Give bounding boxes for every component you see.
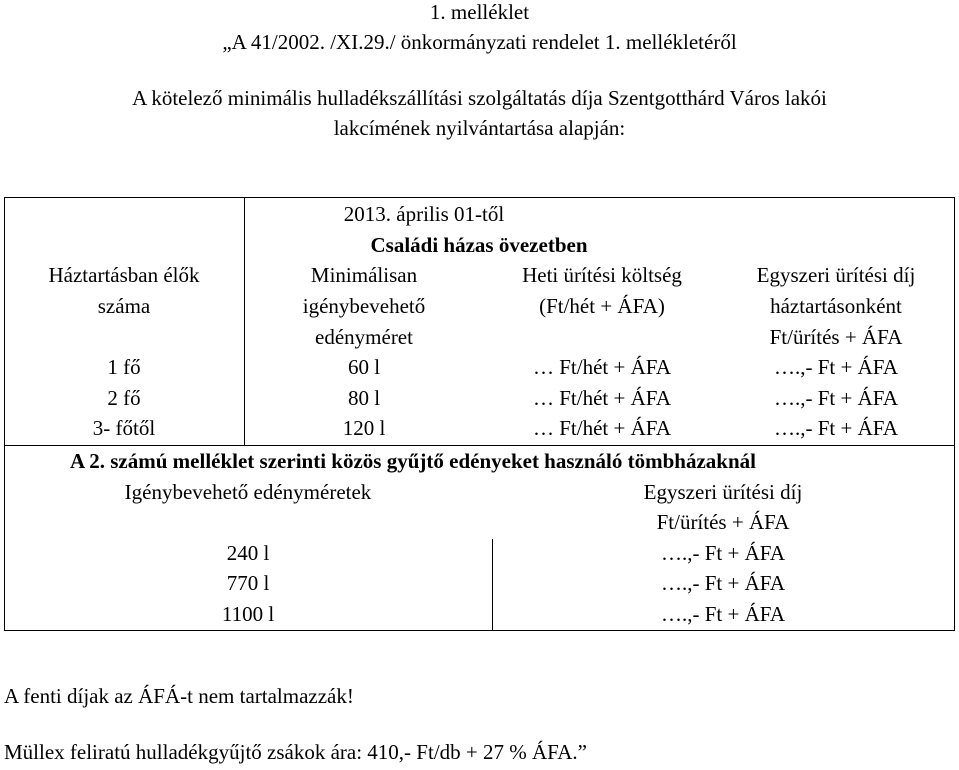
col-header-weekly-line2: (Ft/hét + ÁFA) <box>539 294 665 318</box>
col-header-household-line1: Háztartásban élők <box>48 263 200 287</box>
weekly-cost-cell: … Ft/hét + ÁFA <box>532 386 672 410</box>
col-header-single-line1: Egyszeri ürítési díj <box>756 263 916 287</box>
col-header-fee-line1: Egyszeri ürítési díj <box>643 480 803 504</box>
col-header-size-line1: Minimálisan <box>310 263 418 287</box>
household-size-cell: 1 fő <box>107 355 141 379</box>
apartment-blocks-heading: A 2. számú melléklet szerinti közös gyűjtő edényeket használó tömbházaknál <box>70 449 756 473</box>
container-size-cell: 60 l <box>347 355 381 379</box>
col-header-size-line2: igénybevehető <box>302 294 426 318</box>
decree-reference: „A 41/2002. /XI.29./ önkormányzati rendelet 1. mellékletéről <box>222 30 737 54</box>
container-size-cell: 120 l <box>342 416 386 440</box>
single-fee-cell: ….,- Ft + ÁFA <box>773 416 899 440</box>
weekly-cost-cell: … Ft/hét + ÁFA <box>532 355 672 379</box>
household-size-cell: 3- főtől <box>92 416 156 440</box>
single-fee-cell: ….,- Ft + ÁFA <box>660 571 786 595</box>
annex-label: 1. melléklet <box>429 0 530 24</box>
single-fee-cell: ….,- Ft + ÁFA <box>660 602 786 626</box>
weekly-cost-cell: … Ft/hét + ÁFA <box>532 416 672 440</box>
container-size-cell: 240 l <box>226 541 270 565</box>
container-size-cell: 80 l <box>347 386 381 410</box>
zone-heading: Családi házas övezetben <box>370 233 588 257</box>
col-header-container-sizes: Igénybevehető edényméretek <box>124 480 372 504</box>
col-header-fee-line2: Ft/ürítés + ÁFA <box>656 510 790 534</box>
single-fee-cell: ….,- Ft + ÁFA <box>773 386 899 410</box>
intro-line-2: lakcímének nyilvántartása alapján: <box>333 116 626 140</box>
container-size-cell: 770 l <box>226 571 270 595</box>
household-size-cell: 2 fő <box>107 386 141 410</box>
col-header-single-line2: háztartásonként <box>770 294 902 318</box>
vat-note: A fenti díjak az ÁFÁ-t nem tartalmazzák! <box>4 684 354 708</box>
container-size-cell: 1100 l <box>221 602 275 626</box>
col-header-household-line2: száma <box>97 294 151 318</box>
single-fee-cell: ….,- Ft + ÁFA <box>660 541 786 565</box>
intro-line-1: A kötelező minimális hulladékszállítási szolgáltatás díja Szentgotthárd Város lakói <box>132 86 827 110</box>
bag-price-note: Müllex feliratú hulladékgyűjtő zsákok ára: 410,- Ft/db + 27 % ÁFA.” <box>4 740 588 764</box>
single-fee-cell: ….,- Ft + ÁFA <box>773 355 899 379</box>
col-header-single-line3: Ft/ürítés + ÁFA <box>769 325 903 349</box>
col-header-size-line3: edényméret <box>315 325 413 349</box>
col-header-weekly-line1: Heti ürítési költség <box>522 263 682 287</box>
date-heading: 2013. április 01-től <box>343 202 505 226</box>
